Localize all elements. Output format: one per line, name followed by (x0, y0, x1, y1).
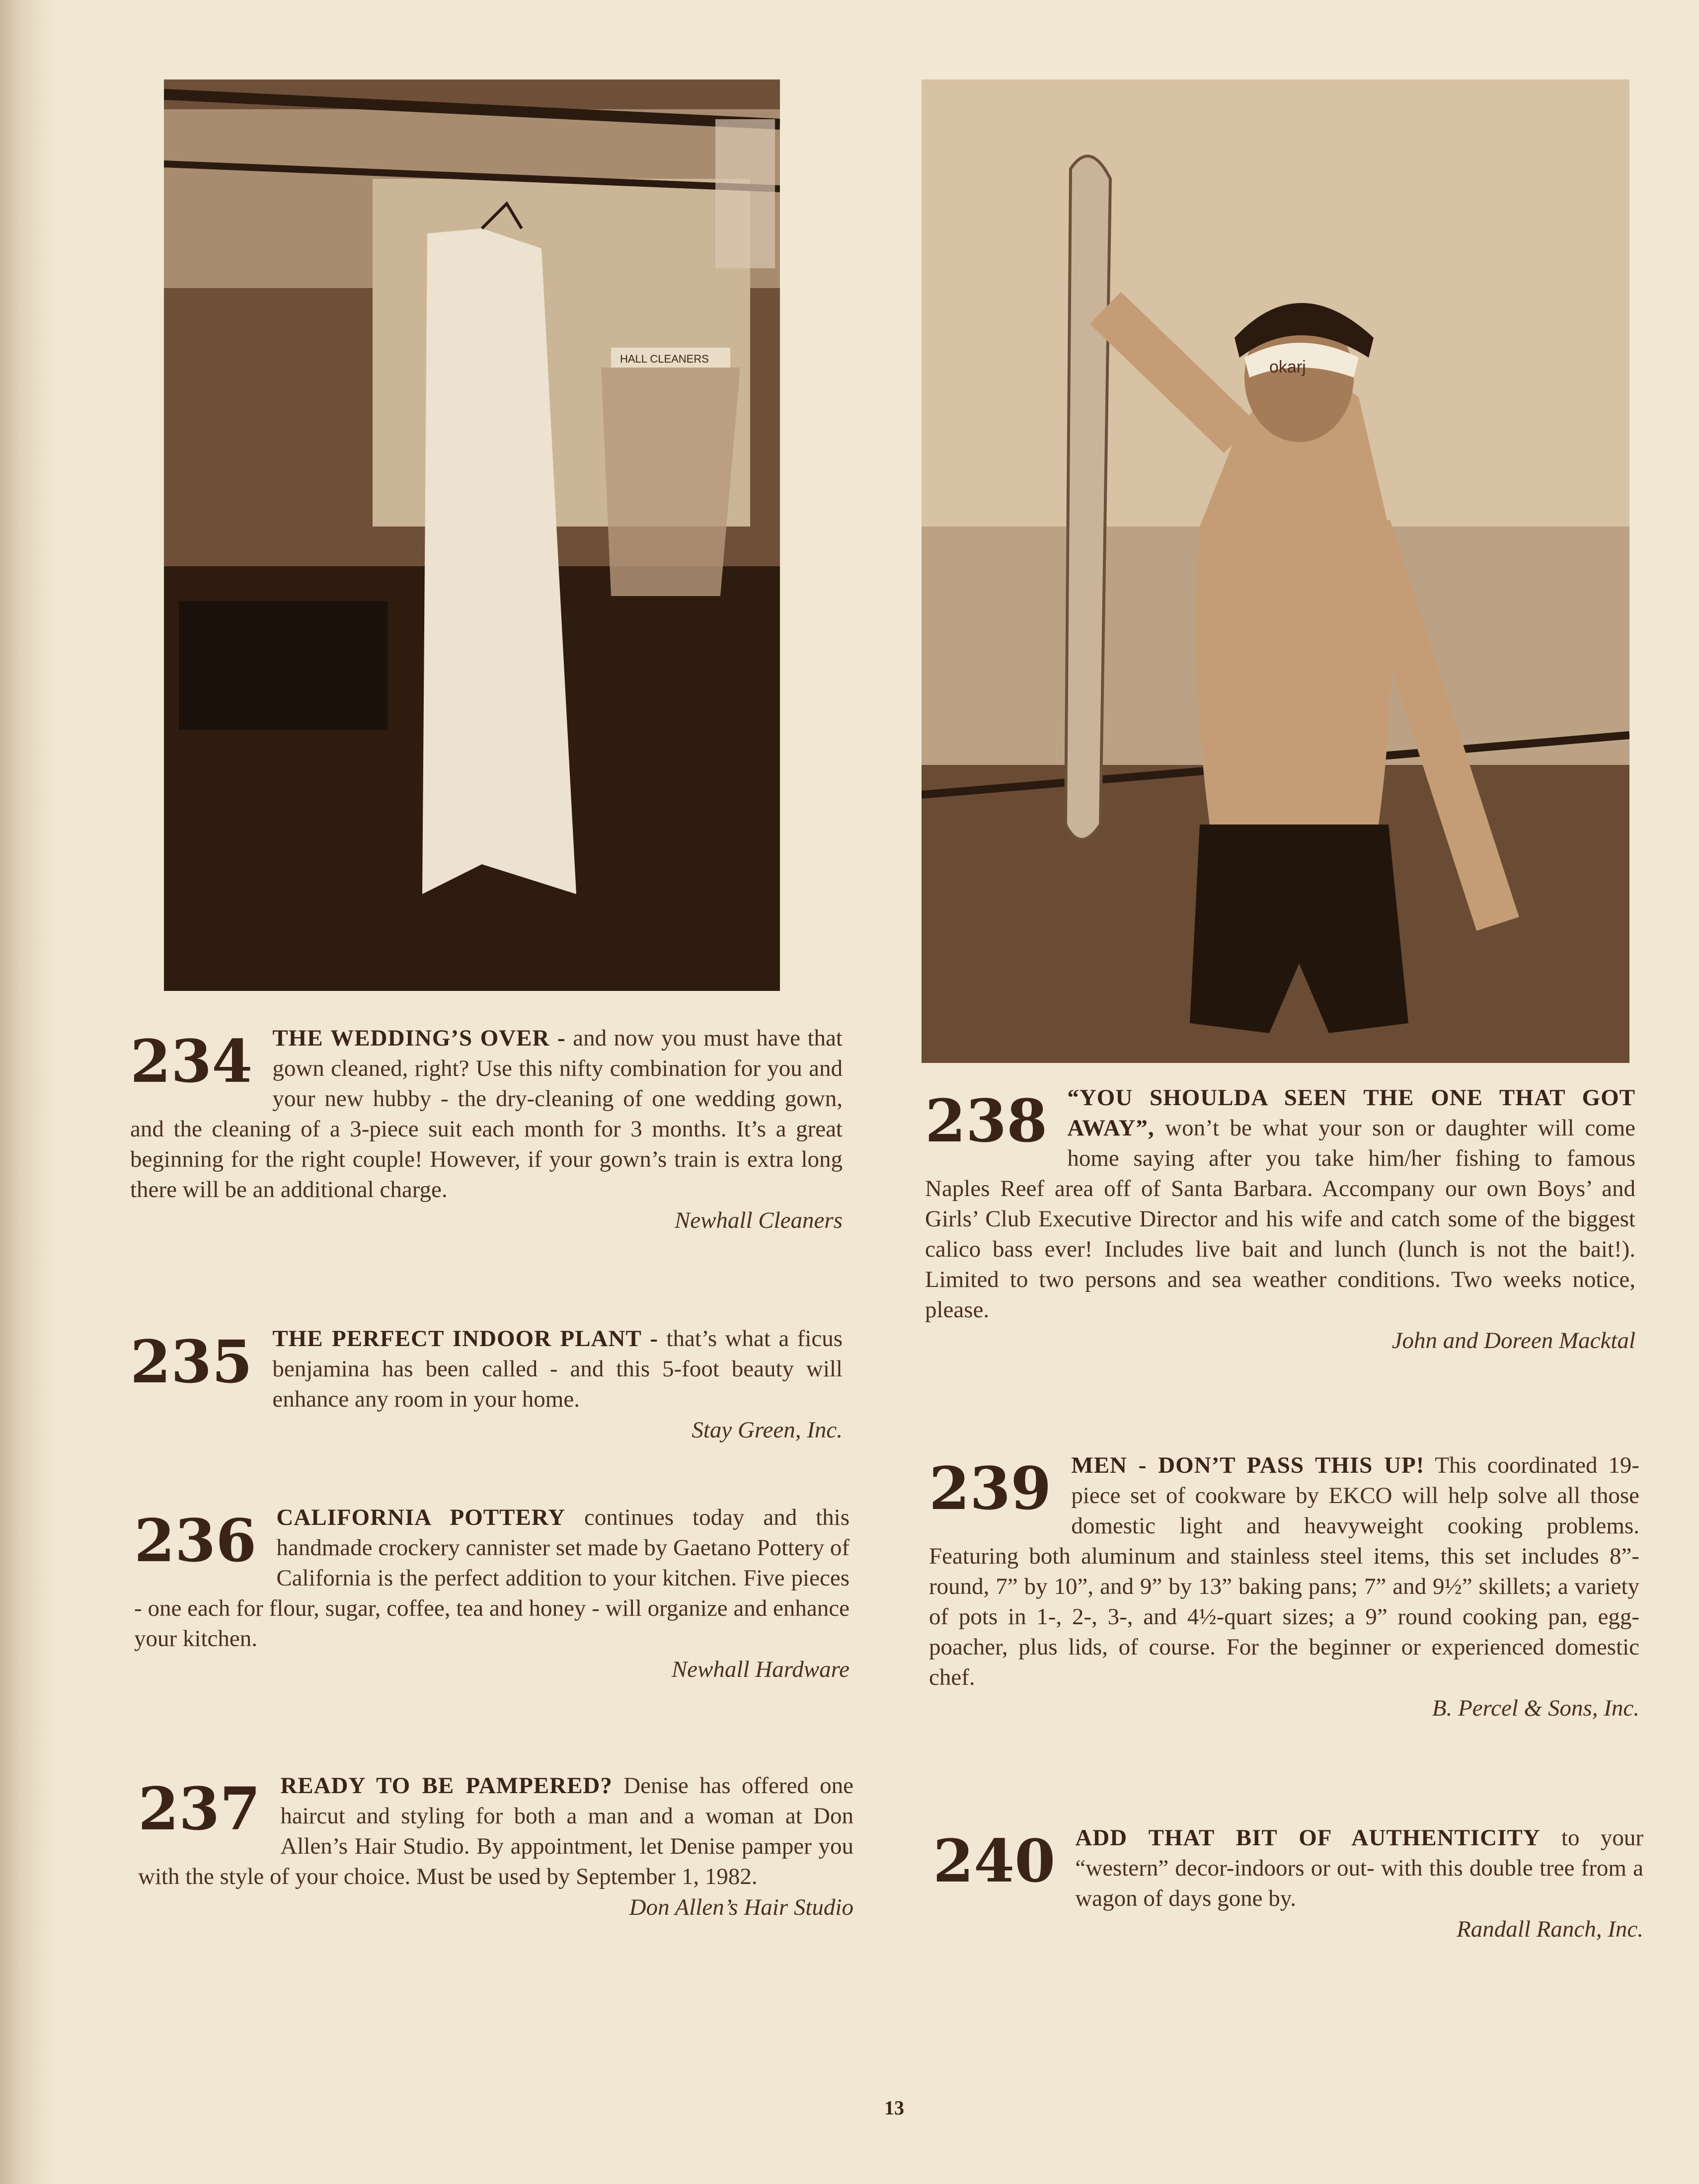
item-text: and now you must have that gown cleaned, right? Use this nifty combination for you and your new hubby - the dry-cleaning of one wedding gown, and the cleaning of a 3-piece suit each month for 3 months. It’s a great beginning for the right couple! However, if your gown’s train is extra long there will be an additional charge. (130, 1025, 843, 1203)
item-donor: Stay Green, Inc. (692, 1417, 843, 1443)
photo-wedding-gown (164, 79, 780, 991)
auction-item-234 (130, 1023, 843, 1235)
page-binding-shadow (0, 0, 55, 2184)
item-text: Denise has offered one haircut and styling for both a man and a woman at Don Allen’s Hair Studio. By appointment, let Denise pamper you with the style of your choice. Must be used by September 1, 1982. (138, 1773, 853, 1889)
auction-item-235 (130, 1324, 843, 1444)
item-text: won’t be what your son or daughter will come home saying after you take him/her fishing to famous Naples Reef area off of Santa Barbara. Accompany our own Boys’ and Girls’ Club Executive Director and his wife and catch some of the biggest calico bass ever! Includes live bait and lunch (lunch is not the bait!). Limited to two persons and sea weather conditions. Two weeks notice, please. (925, 1115, 1635, 1323)
page-number: 13 (884, 2097, 904, 2119)
item-donor: Newhall Cleaners (674, 1207, 843, 1233)
item-number: 236 (134, 1506, 257, 1575)
item-donor: John and Doreen Macktal (1391, 1328, 1635, 1354)
item-donor: Don Allen’s Hair Studio (629, 1894, 853, 1920)
item-heading: THE PERFECT INDOOR PLANT - (272, 1326, 658, 1352)
item-donor: Randall Ranch, Inc. (1457, 1916, 1643, 1942)
item-donor: B. Percel & Sons, Inc. (1432, 1695, 1639, 1721)
item-text: continues today and this handmade crockery cannister set made by Gaetano Pottery of California is the perfect addition to your kitchen. Five pieces - one each for flour, sugar, coffee, tea and honey - will organize and enhance your kitchen. (134, 1505, 850, 1652)
item-number: 238 (925, 1086, 1048, 1155)
visor-text: okarj (1269, 358, 1306, 377)
item-number: 240 (933, 1826, 1056, 1895)
item-heading: “YOU SHOULDA SEEN THE ONE THAT GOT AWAY”, (1067, 1085, 1635, 1141)
auction-item-238 (925, 1083, 1635, 1355)
item-heading: THE WEDDING’S OVER - (272, 1025, 566, 1051)
cleaners-sign-text: HALL CLEANERS (620, 353, 709, 365)
auction-item-240 (933, 1823, 1643, 1944)
item-text: to your “western” decor-indoors or out- with this double tree from a wagon of days gone by. (1075, 1825, 1643, 1911)
auction-item-236 (134, 1503, 850, 1684)
item-heading: READY TO BE PAMPERED? (280, 1773, 613, 1799)
item-heading: ADD THAT BIT OF AUTHENTICITY (1075, 1825, 1541, 1851)
item-number: 237 (138, 1774, 261, 1843)
photo-fisherman (922, 79, 1629, 1063)
item-donor: Newhall Hardware (671, 1657, 850, 1682)
item-text: that’s what a ficus benjamina has been called - and this 5-foot beauty will enhance any room in your home. (272, 1326, 843, 1412)
item-number: 235 (130, 1327, 253, 1396)
item-number: 239 (929, 1454, 1052, 1523)
auction-item-237 (138, 1771, 853, 1922)
auction-item-239 (929, 1450, 1639, 1723)
item-number: 234 (130, 1027, 253, 1096)
item-text: This coordinated 19-piece set of cookware by EKCO will help solve all those domestic light and heavyweight cooking problems. Featuring both aluminum and stainless steel items, this set includes 8”-round, 7” by 10”, and 9” by 13” baking pans; 7” and 9½” skillets; a variety of pots in 1-, 2-, 3-, and 4½-quart sizes; a 9” round cooking pan, egg-poacher, plus lids, of course. For the beginner or experienced domestic chef. (929, 1452, 1639, 1690)
item-heading: CALIFORNIA POTTERY (276, 1505, 566, 1530)
item-heading: MEN - DON’T PASS THIS UP! (1071, 1452, 1425, 1478)
